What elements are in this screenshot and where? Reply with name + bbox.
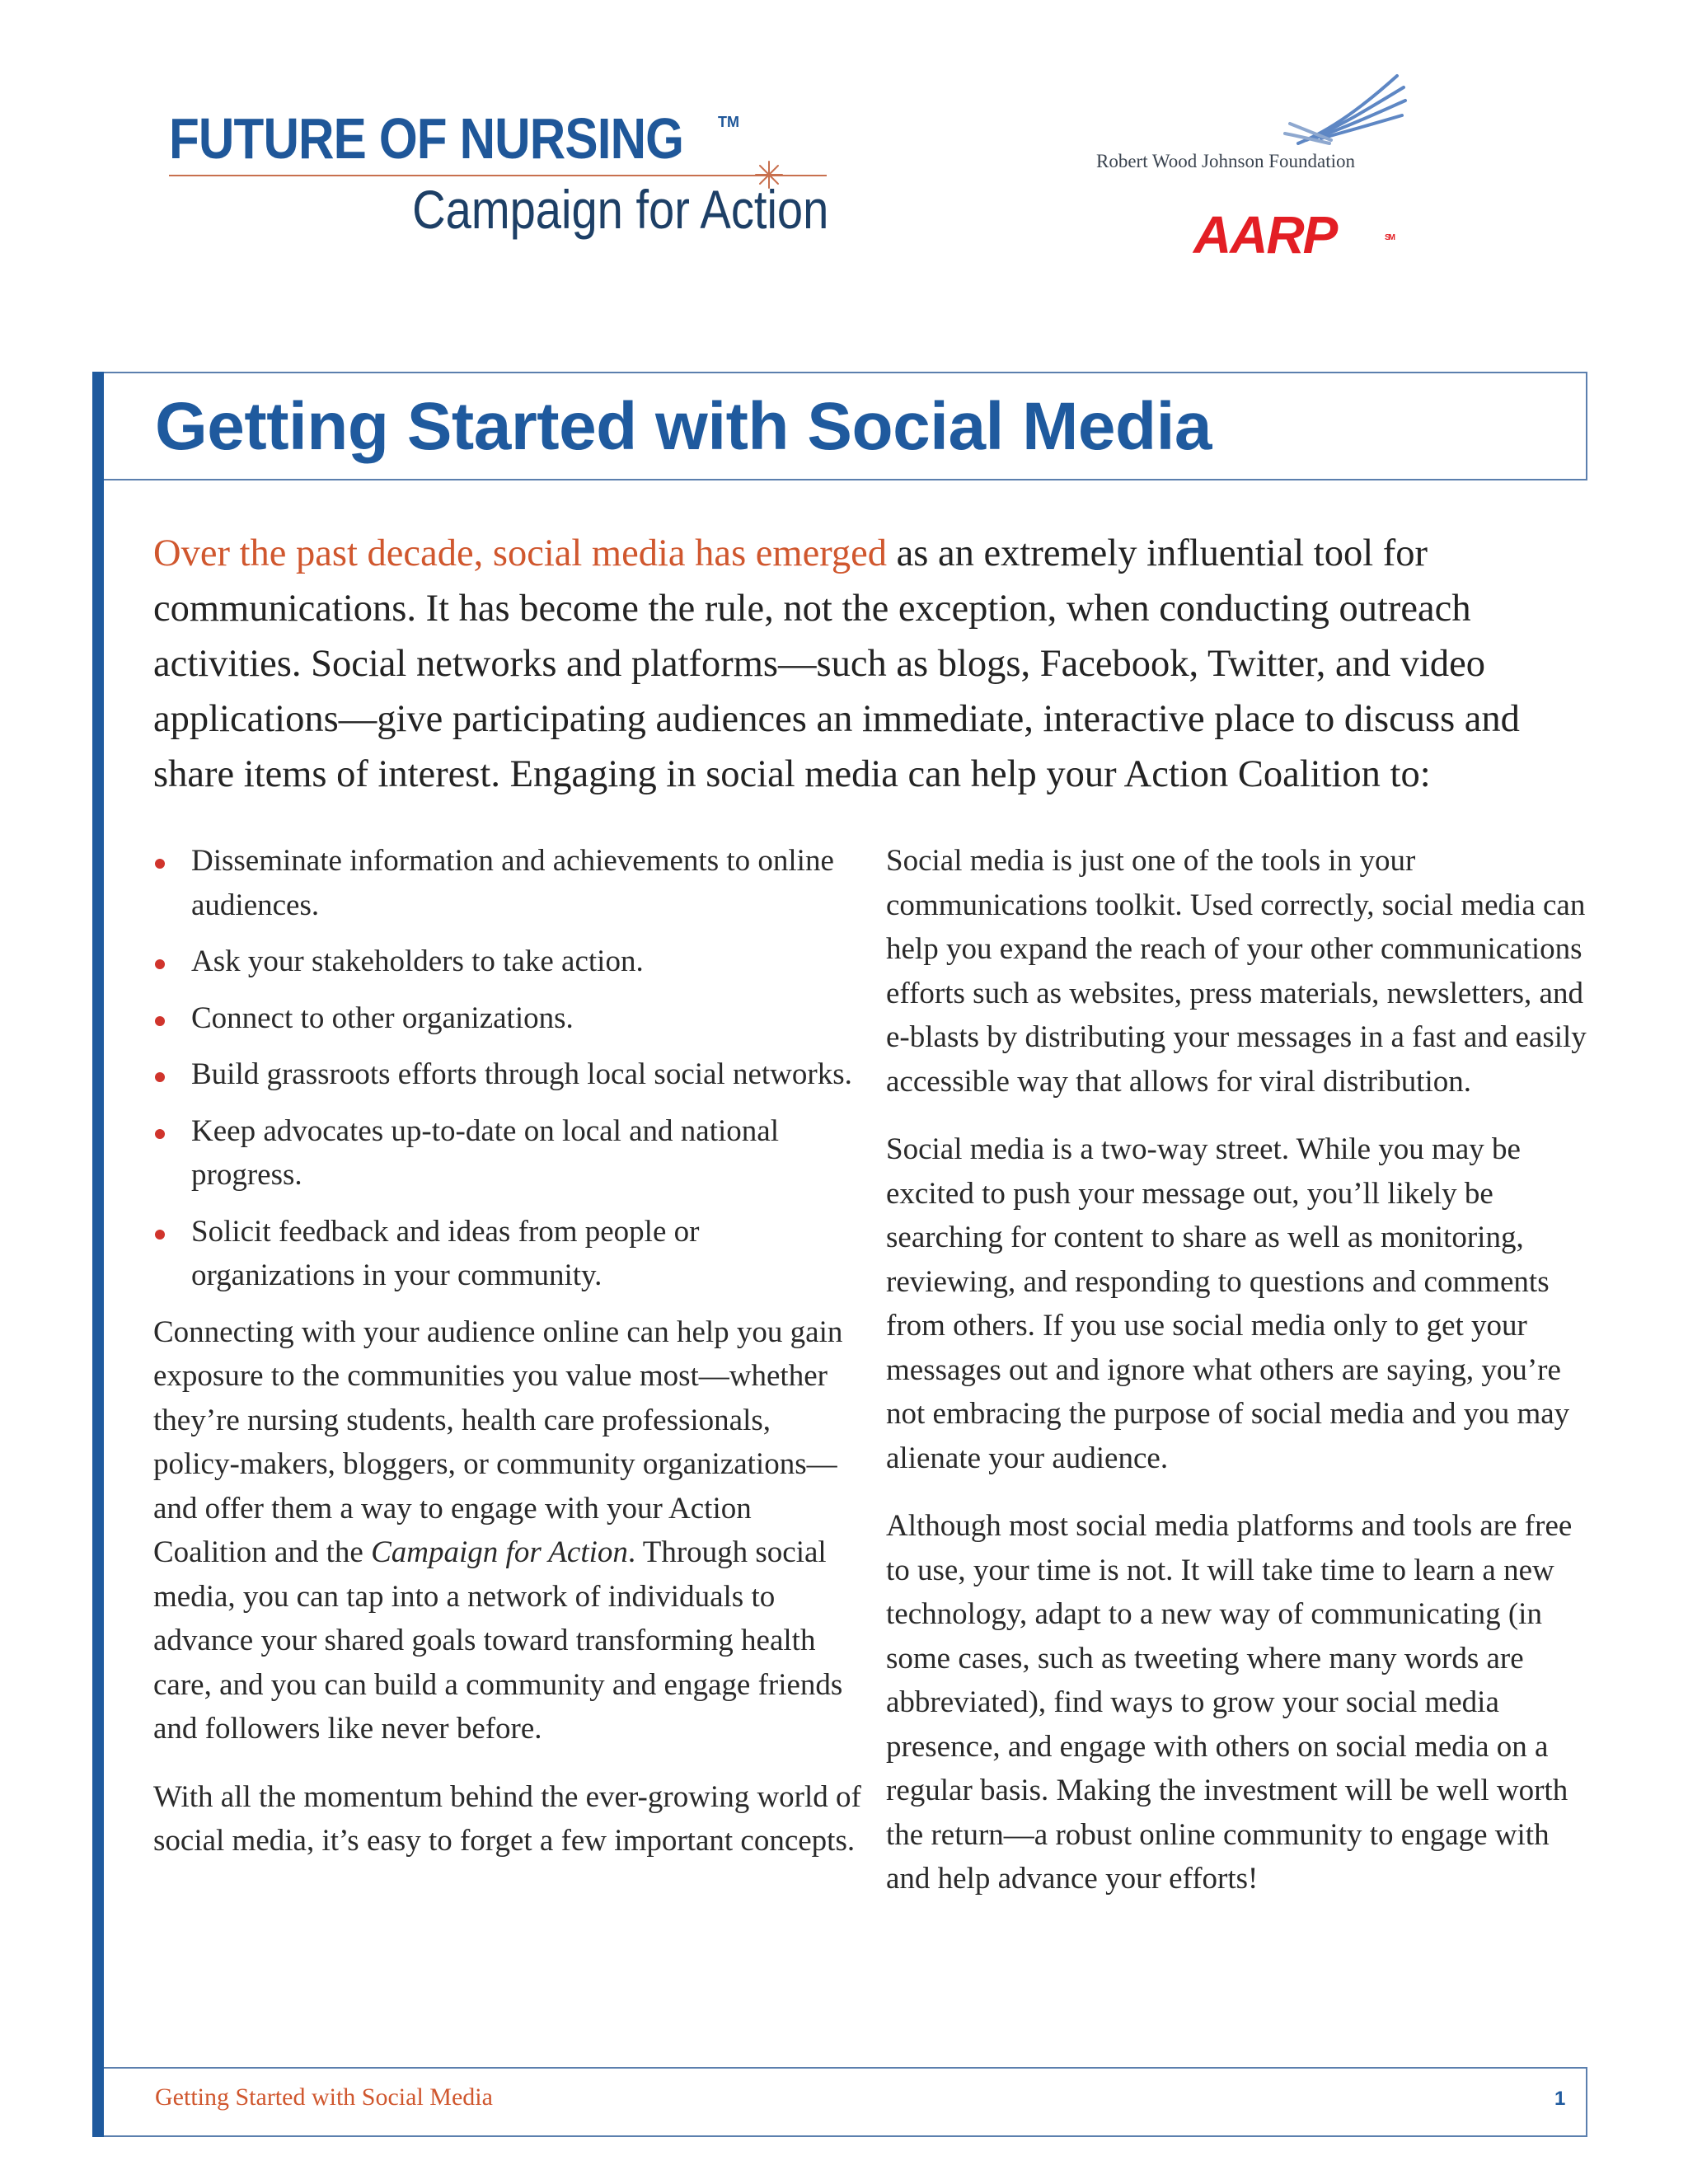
aarp-logo xyxy=(1193,205,1394,265)
left-accent-bar xyxy=(92,372,104,2137)
intro-paragraph xyxy=(153,526,1596,802)
benefits-list xyxy=(153,839,862,1298)
future-of-nursing-wordmark: FUTURE OF NURSING xyxy=(169,106,684,171)
list-item: Build grassroots efforts through local social networks. xyxy=(153,1052,862,1097)
connecting-paragraph: Connecting with your audience online can help you gain exposure to the communities you value most—whether they’re nursing students, health care professionals, policy-makers, bloggers, or community organizations—and offer them a way to engage with your Action Coalition and the Campaign for Action. Through social media, you can tap into a network of individuals to advance your shared goals toward transforming health care, and you can build a community and engage friends and followers like never before. xyxy=(153,1315,843,1746)
left-column xyxy=(153,839,862,1887)
campaign-for-action-wordmark: Campaign for Action xyxy=(411,179,828,240)
campaign-italic: Campaign for Action xyxy=(371,1535,628,1569)
intro-highlight: Over the past decade, social media has emerged xyxy=(153,532,888,574)
aarp-service-mark: SM xyxy=(1385,233,1394,242)
momentum-paragraph: With all the momentum behind the ever-growing world of social media, it’s easy to forget a few important concepts. xyxy=(153,1779,861,1858)
right-column xyxy=(886,839,1595,1925)
page-number: 1 xyxy=(1554,2088,1566,2110)
page-title: Getting Started with Social Media xyxy=(155,389,1212,464)
list-item: Solicit feedback and ideas from people or organizations in your community. xyxy=(153,1210,862,1298)
list-item: Ask your stakeholders to take action. xyxy=(153,940,862,984)
list-item: Connect to other organizations. xyxy=(153,996,862,1041)
two-way-street-paragraph: Social media is a two-way street. While you may be excited to push your message out, you’ll likely be searching for content to share as well as monitoring, reviewing, and responding to questions and comments from others. If you use social media only to get your messages out and ignore what others are saying, you’re not embracing the purpose of social media and you may alienate your audience. xyxy=(886,1132,1570,1475)
rwjf-logo xyxy=(1092,73,1422,180)
footer-title: Getting Started with Social Media xyxy=(155,2083,493,2111)
toolkit-paragraph: Social media is just one of the tools in your communications toolkit. Used correctly, social media can help you expand the reach of your other communications efforts such as websites, press materials, newsletters, and e-blasts by distributing your messages in a fast and easily accessible way that allows for viral distribution. xyxy=(886,844,1587,1099)
rwjf-name: Robert Wood Johnson Foundation xyxy=(1096,151,1355,171)
future-of-nursing-logo xyxy=(169,107,828,247)
trademark-symbol: TM xyxy=(718,114,739,130)
list-item: Keep advocates up-to-date on local and national progress. xyxy=(153,1109,862,1197)
aarp-wordmark: AARP xyxy=(1193,205,1337,265)
rwjf-bird-icon xyxy=(1282,73,1414,147)
intro-text: as an extremely influential tool for communications. It has become the rule, not the exception, when conducting outreach activities. Social networks and platforms—such as blogs, Facebook, Twitter, and video applications—give participating audiences an immediate, interactive place to discuss and share items of interest. Engaging in social media can help your Action Coalition to: xyxy=(153,532,1520,795)
time-investment-paragraph: Although most social media platforms and tools are free to use, your time is not. It will take time to learn a new technology, adapt to a new way of communicating (in some cases, such as tweeting where many words are abbreviated), find ways to grow your social media presence, and engage with others on social media on a regular basis. Making the investment will be well worth the return—a robust online community to engage with and help advance your efforts! xyxy=(886,1509,1573,1896)
list-item: Disseminate information and achievements to online audiences. xyxy=(153,839,862,927)
